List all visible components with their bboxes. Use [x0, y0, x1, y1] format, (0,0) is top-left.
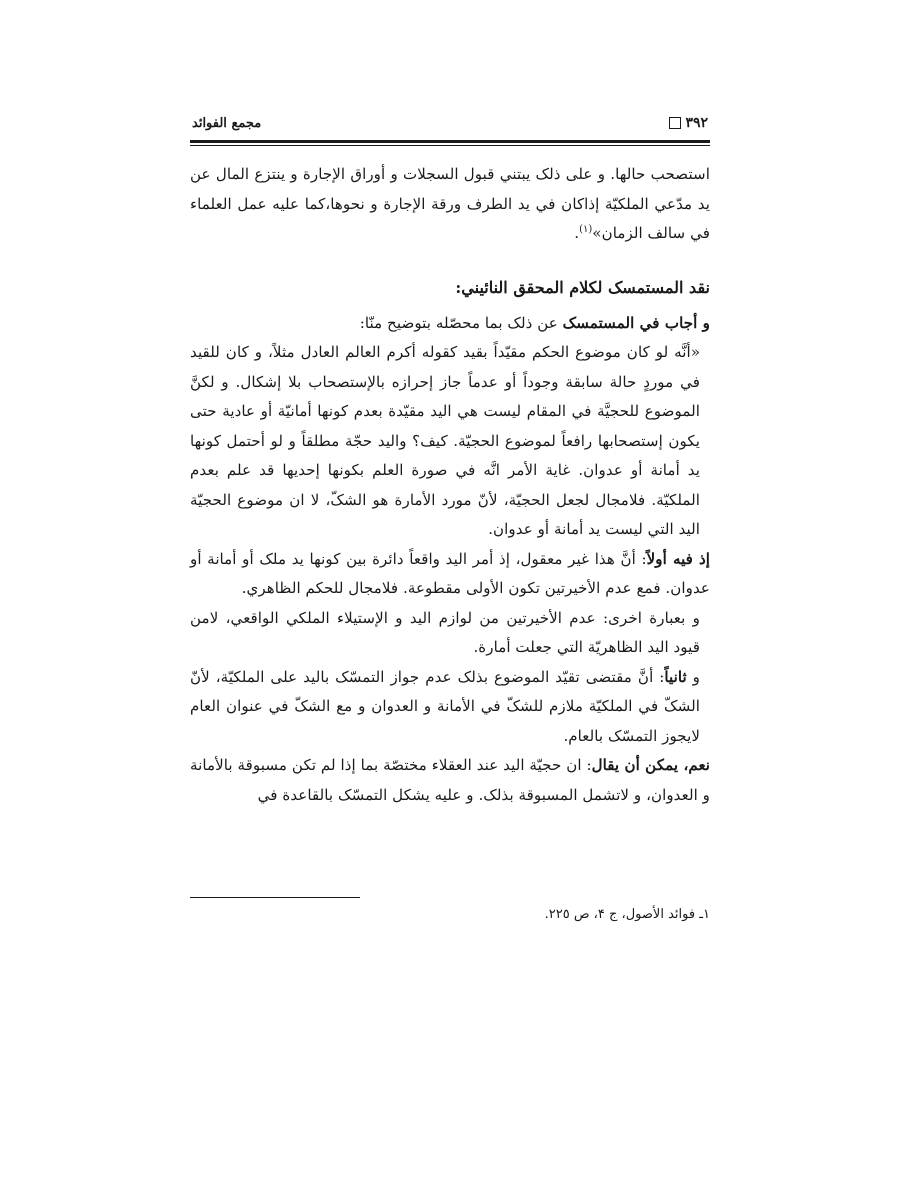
- paragraph-mustamsak-lead: و أجاب في المستمسک: [562, 313, 710, 332]
- paragraph-first-objection: [190, 545, 710, 604]
- section-heading: نقد المستمسک لکلام المحقق النائيني:: [455, 277, 710, 297]
- paragraph-second-objection-lead: ثانياً: [664, 667, 687, 686]
- paragraph-second-objection: [190, 663, 710, 752]
- square-marker-icon: [669, 117, 681, 129]
- paragraph-second-objection-rest: : أنَّ مقتضى تقيّد الموضوع بذلک عدم جواز التمسّک باليد على الملکيّة، لأنّ الشکّ في الملکيّة ملازم للشکّ في الأمانة و العدوان و مع الشکّ في عنوان العام لايجوز التمسّک بالعام.: [190, 667, 700, 745]
- paragraph-yes-it-may-be-said: [190, 751, 710, 810]
- footnote: ١ـ فوائد الأصول، ج ۴، ص ٢٢٥.: [544, 907, 710, 922]
- body-text: [190, 160, 710, 810]
- header-rule-thick: [190, 140, 710, 143]
- footnote-rule: [190, 897, 360, 898]
- paragraph-quote-end-punct: .: [574, 224, 580, 242]
- page-header: [190, 110, 710, 136]
- page-number: [669, 115, 708, 131]
- page: [190, 110, 710, 810]
- paragraph-in-other-words: و بعبارة اخرى: عدم الأخيرتين من لوازم اليد و الإستيلاء الملکي الواقعي، لامن قيود اليد الظاهريّة التي جعلت أمارة.: [190, 608, 700, 656]
- header-rule-thin: [190, 145, 710, 146]
- paragraph-second-objection-pre: و: [686, 667, 700, 686]
- footnote-ref: (١): [579, 223, 593, 235]
- paragraph-first-objection-lead: إذ فيه أولاً: [646, 549, 710, 568]
- paragraph-quote-end: [190, 160, 710, 249]
- paragraph-mustamsak-rest: عن ذلک بما محصّله بتوضيح منّا:: [359, 313, 563, 332]
- running-title: مجمع الفوائد: [192, 115, 262, 131]
- paragraph-quote: «أنَّه لو کان موضوع الحکم مقيّداً بقيد کقوله أکرم العالم العادل مثلاً، و کان للقيد في موردٍ حالة سابقة وجوداً أو عدماً جاز إحرازه بالإستصحاب بلا إشکال. و لکنَّ الموضوع للحجيَّة في المقام ليست هي اليد مقيّدة بعدم کونها أمانيّة أو عادية حتى يکون إستصحابها رافعاً لموضوع الحجيّة. کيف؟ واليد حجّة مطلقاً و لو أحتمل کونها يد أمانة أو عدوان. غاية الأمر انَّه في صورة العلم بکونها إحديها قد علم بعدم الملکيّة. فلامجال لجعل الحجيّة، لأنّ مورد الأمارة هو الشکّ، لا ان موضوع الحجيّة اليد التي ليست يد أمانة أو عدوان.: [190, 343, 700, 538]
- paragraph-quote-end-text: استصحب حالها. و على ذلک يبتني قبول السجلات و أوراق الإجارة و ينتزع المال عن يد مدّعي الملکيّة إذاکان في يد الطرف ورقة الإجارة و نحوها،کما عليه عمل العلماء في سالف الزمان»: [190, 165, 710, 242]
- page-number-text: ٣٩٢: [685, 115, 708, 131]
- paragraph-yes-rest: : ان حجيّة اليد عند العقلاء مختصّة بما إذا لم تکن مسبوقة بالأمانة و العدوان، و لاتشمل المسبوقة بذلک. و عليه يشکل التمسّک بالقاعدة في: [190, 756, 710, 804]
- paragraph-mustamsak: [190, 309, 710, 339]
- paragraph-yes-lead: نعم، يمکن أن يقال: [591, 756, 711, 774]
- paragraph-first-objection-rest: : أنَّ هذا غير معقول، إذ أمر اليد واقعاً دائرة بين کونها يد ملک أو أمانة أو عدوان. فمع عدم الأخيرتين تکون الأولى مقطوعة. فلامجال للحکم الظاهري.: [190, 549, 710, 597]
